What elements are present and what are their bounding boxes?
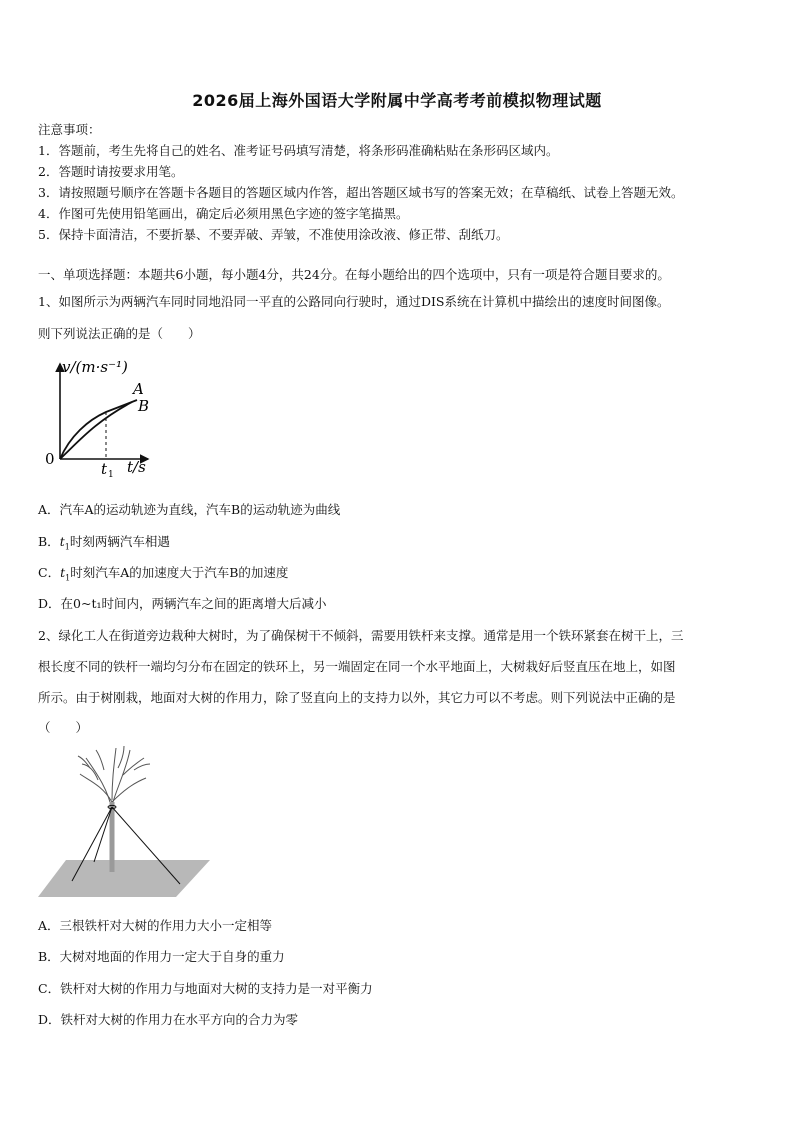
page-title: 2026届上海外国语大学附属中学高考考前模拟物理试题: [192, 91, 602, 110]
notice-heading: 注意事项：: [38, 122, 101, 137]
q2-option-b: B．大树对地面的作用力一定大于自身的重力: [38, 949, 285, 964]
section-heading: 一、单项选择题：本题共6小题，每小题4分，共24分。在每小题给出的四个选项中，只有一项是符合题目要求的。: [38, 267, 670, 282]
t1-subscript: 1: [108, 470, 114, 480]
question-2-stem-3: 所示。由于树刚栽，地面对大树的作用力，除了竖直向上的支持力以外，其它力可以不考虑。则下列说法中正确的是: [38, 690, 676, 705]
notice-item: 1．答题前，考生先将自己的姓名、准考证号码填写清楚，将条形码准确粘贴在条形码区域内。: [38, 143, 559, 158]
notice-item: 5．保持卡面清洁，不要折暴、不要弄破、弄皱，不准使用涂改液、修正带、刮纸刀。: [38, 227, 509, 242]
t1-label: t: [101, 460, 108, 478]
q1-option-c: C．$t_1$时刻汽车A的加速度大于汽车B的加速度: [38, 565, 289, 583]
q2-option-a: A．三根铁杆对大树的作用力大小一定相等: [38, 918, 273, 933]
q1-option-d: D．在0~t₁时间内，两辆汽车之间的距离增大后减小: [38, 596, 327, 611]
notice-item: 4．作图可先使用铅笔画出，确定后必须用黑色字迹的签字笔描黑。: [38, 206, 409, 221]
tree-support-illustration: [38, 740, 218, 900]
curve-a: [60, 402, 132, 459]
question-2-stem: 2、绿化工人在街道旁边栽种大树时，为了确保树干不倾斜，需要用铁杆来支撑。通常是用一个铁环紧套在树干上，三: [38, 628, 684, 643]
velocity-time-graph: [40, 352, 170, 482]
ground-plane: [38, 860, 210, 897]
notice-item: 2．答题时请按要求用笔。: [38, 164, 184, 179]
curve-b-label: B: [138, 397, 150, 415]
q2-option-c: C．铁杆对大树的作用力与地面对大树的支持力是一对平衡力: [38, 981, 373, 996]
tree-branches: [78, 746, 150, 810]
q1-option-b: B．$t_1$时刻两辆汽车相遇: [38, 534, 170, 552]
question-1-stem: 1、如图所示为两辆汽车同时同地沿同一平直的公路同向行驶时，通过DIS系统在计算机中描绘出的速度时间图像。: [38, 294, 670, 309]
question-2-stem-2: 根长度不同的铁杆一端均匀分布在固定的铁环上，另一端固定在同一个水平地面上，大树栽好后竖直压在地上，如图: [38, 659, 676, 674]
origin-label: 0: [45, 450, 55, 468]
q1-option-a: A．汽车A的运动轨迹为直线，汽车B的运动轨迹为曲线: [38, 502, 341, 517]
curve-a-label: A: [133, 380, 144, 398]
y-axis-label: v/(m·s⁻¹): [62, 358, 128, 376]
curve-b: [60, 400, 137, 459]
question-2-stem-4: （ ）: [38, 720, 89, 735]
question-1-stem-2: 则下列说法正确的是（ ）: [38, 326, 201, 341]
notice-item: 3．请按照题号顺序在答题卡各题目的答题区域内作答，超出答题区域书写的答案无效；在草稿纸、试卷上答题无效。: [38, 185, 684, 200]
q2-option-d: D．铁杆对大树的作用力在水平方向的合力为零: [38, 1012, 299, 1027]
x-axis-label: t/s: [127, 458, 146, 476]
